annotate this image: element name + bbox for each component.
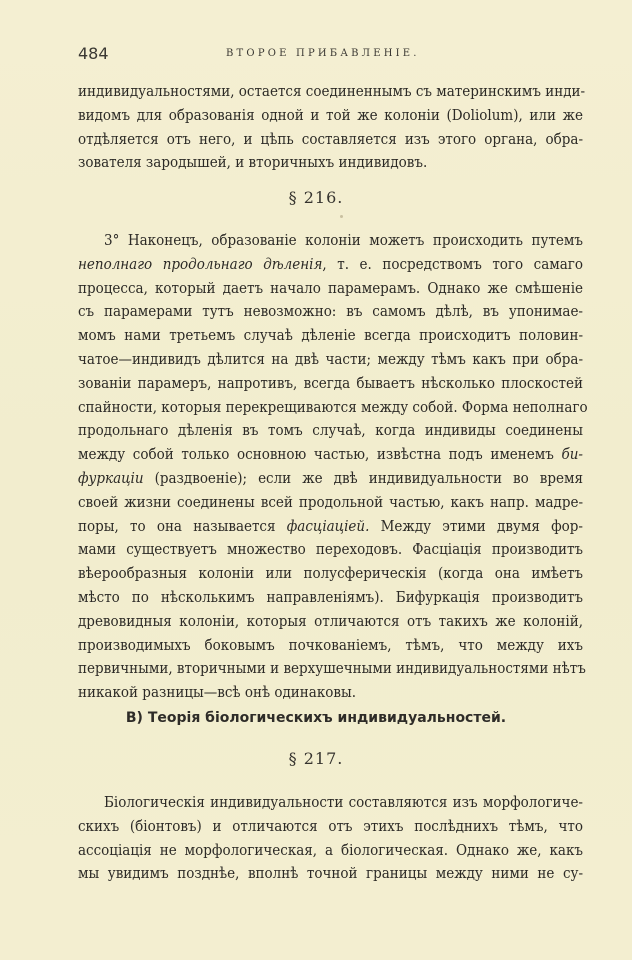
text-line: зованіи парамеръ, напротивъ, всегда бываетъ нѣсколько плоскостей — [78, 373, 583, 392]
text-line: своей жизни соединены всей продольной частью, какъ напр. мадре- — [78, 492, 583, 511]
subsection-heading: B) Теорія біологическихъ индивидуальностей. — [125, 710, 507, 726]
text-line — [78, 515, 583, 539]
text-line: мѣсто по нѣсколькимъ направленіямъ). Бифуркація производитъ — [78, 587, 583, 606]
page-number: 484 — [78, 44, 109, 63]
text-line — [78, 443, 583, 467]
text-line — [78, 253, 583, 277]
text-line: 3° Наконецъ, образованіе колоніи можетъ происходить путемъ — [104, 231, 583, 249]
text-span: (раздвоеніе); если же двѣ индивидуальности во время — [154, 468, 583, 487]
text-line: съ парамерами тутъ невозможно: въ самомъ дѣлѣ, въ упонимае- — [78, 302, 583, 321]
text-line: видомъ для образованія одной и той же колоніи (Doliolum), или же — [78, 105, 583, 124]
text-line: процесса, который даетъ начало парамерамъ. Однако же смѣшеніе — [78, 278, 583, 297]
text-line: индивидуальностями, остается соединеннымъ съ материнскимъ инди- — [78, 82, 586, 100]
text-line: мами существуетъ множество переходовъ. Фасціація производитъ — [78, 540, 583, 559]
italic-term: фуркаціи — [78, 468, 144, 487]
text-line: чатое—индивидъ дѣлится на двѣ части; между тѣмъ какъ при обра- — [78, 349, 583, 368]
italic-term: неполнаго продольнаго дѣленія — [78, 254, 323, 273]
text-line: никакой разницы—всѣ онѣ одинаковы. — [78, 683, 357, 702]
text-line: момъ нами третьемъ случаѣ дѣленіе всегда происходитъ половин- — [78, 326, 583, 345]
running-head: ВТОРОЕ ПРИБАВЛЕНІЕ. — [226, 48, 420, 59]
italic-term: фасціаціей. — [286, 516, 370, 535]
text-line: зователя зародышей, и вторичныхъ индивидовъ. — [78, 153, 428, 172]
text-line: продольнаго дѣленія въ томъ случаѣ, когда индивиды соединены — [78, 421, 583, 440]
paragraph-217 — [78, 791, 583, 886]
text-line: спайности, которыя перекрещиваются между собой. Форма неполнаго — [78, 397, 588, 416]
page-header — [70, 44, 585, 66]
text-span: Между этими двумя фор- — [380, 516, 583, 535]
paragraph-216 — [78, 229, 588, 705]
text-line: ассоціація не морфологическая, а біологическая. Однако же, какъ — [78, 840, 583, 859]
section-heading-217: § 217. — [288, 749, 344, 768]
text-span: между собой только основною частью, извѣстна подъ именемъ — [78, 445, 554, 464]
text-line: отдѣляется отъ него, и цѣпь составляется изъ этого органа, обра- — [78, 129, 583, 148]
text-line: производимыхъ боковымъ почкованіемъ, тѣмъ, что между ихъ — [78, 635, 583, 654]
paragraph-continuation — [78, 80, 586, 175]
text-line — [78, 467, 583, 491]
text-line: первичными, вторичными и верхушечными индивидуальностями нѣтъ — [78, 659, 586, 678]
text-span: поры, то она называется — [78, 516, 276, 535]
text-line: мы увидимъ позднѣе, вполнѣ точной границы между ними не су- — [78, 864, 583, 883]
text-line: вѣерообразныя колоніи или полусферическія (когда она имѣетъ — [78, 564, 583, 583]
text-line: Біологическія индивидуальности составляются изъ морфологиче- — [104, 793, 583, 811]
text-line: древовидныя колоніи, которыя отличаются отъ такихъ же колоній, — [78, 611, 583, 630]
text-line: скихъ (біонтовъ) и отличаются отъ этихъ послѣднихъ тѣмъ, что — [78, 816, 583, 835]
text-span: , т. е. посредствомъ того самаго — [322, 254, 583, 273]
italic-term: би- — [561, 445, 583, 464]
section-heading-216: § 216. — [288, 188, 344, 207]
paper-speck — [340, 215, 343, 218]
